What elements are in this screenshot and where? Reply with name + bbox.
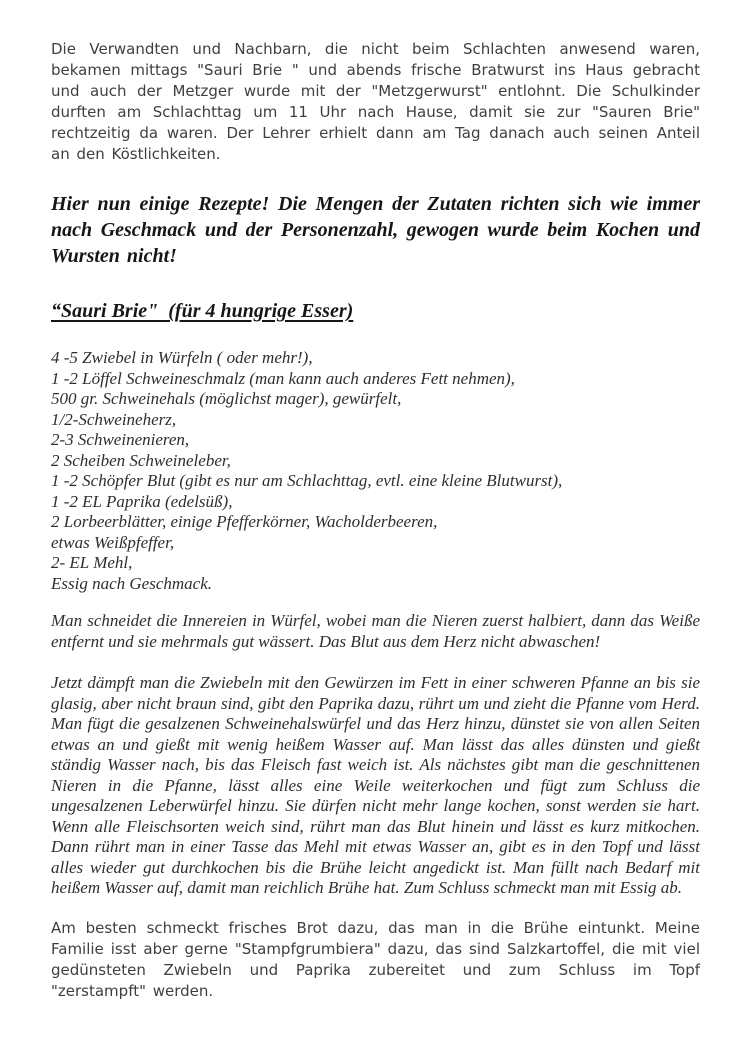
ingredient-item: Essig nach Geschmack.	[51, 573, 212, 593]
preparation-paragraph: Man schneidet die Innereien in Würfel, wobei man die Nieren zuerst halbiert, dann das Weiße entfernt und sie mehrmals gut wässert. Das Blut aus dem Herz nicht abwaschen!	[51, 611, 700, 651]
intro-paragraph: Die Verwandten und Nachbarn, die nicht beim Schlachten anwesend waren, bekamen mittags "Sauri Brie " und abends frische Bratwurst ins Haus gebracht und auch der Metzger wurde mit der "Metzgerwurst" entlohnt. Die Schulkinder durften am Schlachttag um 11 Uhr nach Hause, damit sie zur "Sauren Brie" rechtzeitig da waren. Der Lehrer erhielt dann am Tag danach auch seinen Anteil an den Köstlichkeiten.	[51, 40, 700, 163]
ingredient-item: etwas Weißpfeffer,	[51, 532, 175, 552]
ingredient-item: 2- EL Mehl,	[51, 553, 133, 572]
ingredient-item: 2 Scheiben Schweineleber,	[51, 450, 231, 470]
ingredient-item: 2 Lorbeerblätter, einige Pfefferkörner, Wacholderbeeren,	[51, 512, 438, 531]
recipe-title: “Sauri Brie" (für 4 hungrige Esser)	[51, 300, 354, 322]
recipe-title-row	[51, 269, 700, 322]
ingredient-item: 500 gr. Schweinehals (möglichst mager), gewürfelt,	[51, 389, 402, 408]
ingredient-item: 1 -2 Schöpfer Blut (gibt es nur am Schlachttag, evtl. eine kleine Blutwurst),	[51, 471, 563, 490]
ingredient-item: 1/2-Schweineherz,	[51, 409, 177, 429]
recipes-note-paragraph: Hier nun einige Rezepte! Die Mengen der Zutaten richten sich wie immer nach Geschmack und der Personenzahl, gewogen wurde beim Kochen und Wursten nicht!	[51, 193, 700, 267]
ingredient-item: 4 -5 Zwiebel in Würfeln ( oder mehr!),	[51, 348, 313, 367]
ingredient-item: 1 -2 Löffel Schweineschmalz (man kann auch anderes Fett nehmen),	[51, 368, 515, 388]
ingredient-item: 1 -2 EL Paprika (edelsüß),	[51, 491, 233, 511]
ingredient-list	[51, 348, 700, 594]
cooking-method-paragraph: Jetzt dämpft man die Zwiebeln mit den Gewürzen im Fett in einer schweren Pfanne an bis sie glasig, aber nicht braun sind, gibt den Paprika dazu, rührt um und zieht die Pfanne vom Herd. Man fügt die gesalzenen Schweinehalswürfel und das Herz hinzu, dünstet sie von allen Seiten etwas an und gießt mit wenig heißem Wasser auf. Man lässt das alles dünsten und gießt ständig Wasser nach, bis das Fleisch fast weich ist. Als nächstes gibt man die geschnittenen Nieren in die Pfanne, lässt alles eine Weile weiterkochen und fügt zum Schluss die ungesalzenen Leberwürfel hinzu. Sie dürfen nicht mehr lange kochen, sonst werden sie hart. Wenn alle Fleischsorten weich sind, rührt man das Blut hinein und lässt es kurz mitkochen. Dann rührt man in einer Tasse das Mehl mit etwas Wasser an, gibt es in den Topf und lässt alles wieder gut durchkochen bis die Brühe leicht angedickt ist. Man füllt nach Bedarf mit heißem Wasser auf, damit man reichlich Brühe hat. Zum Schluss schmeckt man mit Essig ab.	[51, 673, 700, 897]
serving-suggestion-paragraph: Am besten schmeckt frisches Brot dazu, das man in die Brühe eintunkt. Meine Familie isst aber gerne "Stampfgrumbiera" dazu, das sind Salzkartoffel, die mit viel gedünsteten Zwiebeln und Paprika zubereitet und zum Schluss im Topf "zerstampft" werden.	[51, 918, 700, 1000]
ingredient-item: 2-3 Schweinenieren,	[51, 430, 190, 449]
